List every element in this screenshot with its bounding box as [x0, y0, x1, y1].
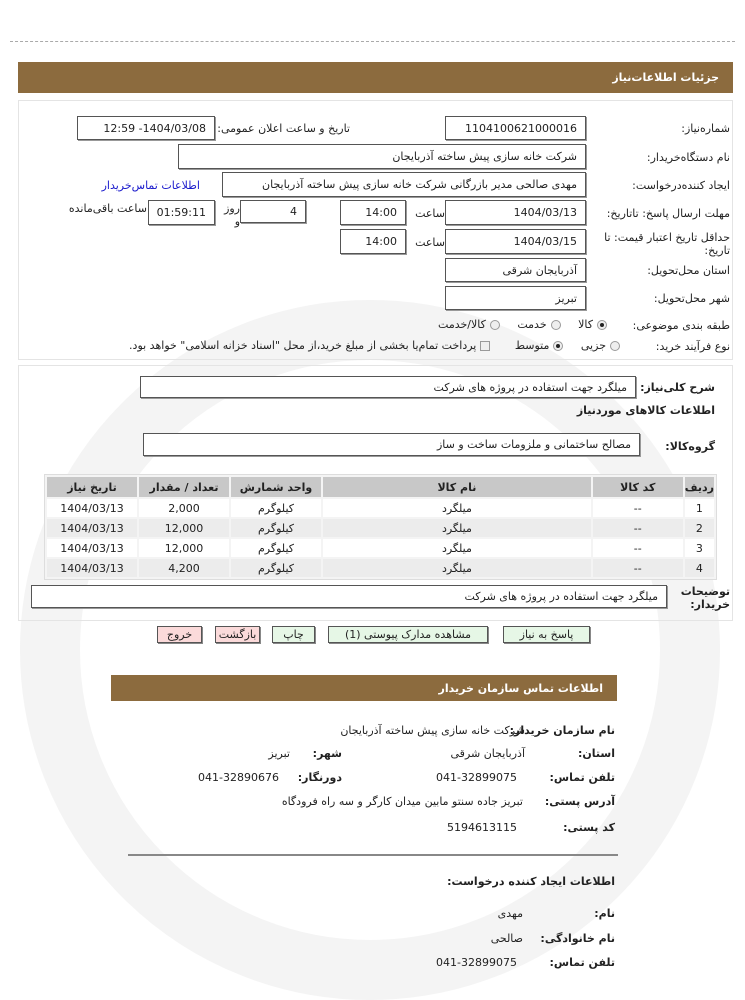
city-label-2: شهر:: [312, 747, 342, 760]
validity-time-field[interactable]: 14:00: [340, 229, 406, 254]
deadline-time-field[interactable]: 14:00: [340, 200, 406, 225]
radio-goods[interactable]: کالا: [578, 318, 607, 331]
quantity: 2,000: [139, 499, 229, 517]
process-label: نوع فرآیند خرید:: [655, 340, 730, 353]
row-number: 1: [685, 499, 714, 517]
province-label: استان محل‌تحویل:: [647, 264, 730, 277]
announce-label: تاریخ و ساعت اعلان عمومی:: [217, 122, 350, 135]
need-date: 1404/03/13: [47, 499, 137, 517]
row-number: 2: [685, 519, 714, 537]
city-label: شهر محل‌تحویل:: [653, 292, 730, 305]
creator-phone-label: تلفن تماس:: [549, 956, 615, 969]
family-value: صالحی: [490, 932, 523, 945]
goods-name: میلگرد: [323, 559, 591, 577]
col-row: ردیف: [685, 477, 714, 497]
creator-label: ایجاد کننده‌درخواست:: [632, 179, 730, 192]
goods-name: میلگرد: [323, 499, 591, 517]
category-label: طبقه بندی موضوعی:: [632, 319, 730, 332]
goods-table: [44, 474, 717, 580]
desc-field[interactable]: میلگرد جهت استفاده در پروژه های شرکت: [140, 376, 636, 398]
unit: کیلوگرم: [231, 499, 321, 517]
family-label: نام خانوادگی:: [540, 932, 615, 945]
fax-label: دورنگار:: [297, 771, 342, 784]
fax-value: 041-32890676: [198, 771, 279, 784]
radio-medium[interactable]: متوسط: [515, 339, 564, 352]
treasury-note: پرداخت تمام‌یا بخشی از مبلغ خرید،از محل "اسناد خزانه اسلامی" خواهد بود.: [129, 339, 477, 352]
goods-code: --: [593, 499, 683, 517]
print-button[interactable]: چاپ: [272, 626, 315, 643]
name-label: نام:: [594, 907, 615, 920]
remaining-time-field[interactable]: 01:59:11: [148, 200, 215, 225]
unit: کیلوگرم: [231, 519, 321, 537]
goods-code: --: [593, 559, 683, 577]
goods-code: --: [593, 539, 683, 557]
contact-header: اطلاعات تماس سازمان خریدار: [111, 675, 617, 701]
province-field[interactable]: آذربایجان شرقی: [445, 258, 586, 282]
days-field[interactable]: 4: [240, 200, 306, 223]
top-divider: [10, 41, 735, 42]
unit: کیلوگرم: [231, 559, 321, 577]
need-number-field[interactable]: 1104100621000016: [445, 116, 586, 140]
treasury-checkbox[interactable]: [476, 339, 490, 352]
category-radio-group: [438, 318, 607, 331]
deadline-label: مهلت ارسال پاسخ: تاتاریخ:: [606, 207, 730, 220]
city-value: تبریز: [268, 747, 290, 760]
radio-goods-service[interactable]: کالا/خدمت: [438, 318, 500, 331]
phone-value: 041-32899075: [436, 771, 517, 784]
days-label: روز و: [224, 202, 240, 228]
org-label: نام سازمان خریدار:: [509, 724, 615, 737]
col-qty: تعداد / مقدار: [139, 477, 229, 497]
quantity: 12,000: [139, 539, 229, 557]
phone-label: تلفن تماس:: [549, 771, 615, 784]
exit-button[interactable]: خروج: [157, 626, 202, 643]
quantity: 12,000: [139, 519, 229, 537]
desc-label: شرح کلی‌نیاز:: [640, 381, 715, 394]
validity-date-field[interactable]: 1404/03/15: [445, 229, 586, 254]
creator-info-title: اطلاعات ایجاد کننده درخواست:: [447, 875, 615, 888]
attachments-button[interactable]: مشاهده مدارک پیوستی (1): [328, 626, 488, 643]
need-date: 1404/03/13: [47, 559, 137, 577]
buyer-contact-link[interactable]: اطلاعات تماس‌خریدار: [101, 179, 200, 192]
reply-button[interactable]: پاسخ به نیاز: [503, 626, 590, 643]
page-header: جزئیات اطلاعات‌نیاز: [18, 62, 733, 93]
goods-info-title: اطلاعات کالاهای موردنیاز: [576, 404, 715, 417]
table-row: [47, 519, 714, 537]
postal-value: 5194613115: [447, 821, 517, 834]
buyer-field[interactable]: شرکت خانه سازی پیش ساخته آذربایجان: [178, 144, 586, 169]
goods-code: --: [593, 519, 683, 537]
validity-label: حداقل تاریخ اعتبار قیمت: تا تاریخ:: [604, 231, 730, 257]
radio-minor[interactable]: جزیی: [581, 339, 620, 352]
table-row: [47, 539, 714, 557]
remaining-label: ساعت باقی‌مانده: [68, 202, 147, 215]
group-label: گروه‌کالا:: [665, 440, 715, 453]
announce-field[interactable]: 1404/03/08- 12:59: [77, 116, 215, 140]
col-code: کد کالا: [593, 477, 683, 497]
address-value: تبریز جاده سنتو مابین میدان کارگر و سه راه فرودگاه: [281, 795, 523, 808]
need-date: 1404/03/13: [47, 519, 137, 537]
address-label: آدرس پستی:: [544, 795, 615, 808]
col-date: تاریخ نیاز: [47, 477, 137, 497]
buyer-notes-field[interactable]: میلگرد جهت استفاده در پروژه های شرکت: [31, 585, 667, 608]
back-button[interactable]: بازگشت: [215, 626, 260, 643]
row-number: 4: [685, 559, 714, 577]
creator-phone-value: 041-32899075: [436, 956, 517, 969]
name-value: مهدی: [497, 907, 523, 920]
quantity: 4,200: [139, 559, 229, 577]
org-value: شرکت خانه سازی پیش ساخته آذربایجان: [340, 724, 525, 737]
row-number: 3: [685, 539, 714, 557]
province-label-2: استان:: [578, 747, 615, 760]
col-unit: واحد شمارش: [231, 477, 321, 497]
city-field[interactable]: تبریز: [445, 286, 586, 310]
table-row: [47, 559, 714, 577]
buyer-notes-label: توضیحات خریدار:: [680, 585, 730, 611]
time-label-2: ساعت: [415, 236, 445, 249]
province-value: آذربایجان شرقی: [450, 747, 525, 760]
contact-divider: [128, 854, 618, 856]
deadline-date-field[interactable]: 1404/03/13: [445, 200, 586, 225]
radio-service[interactable]: خدمت: [517, 318, 560, 331]
time-label: ساعت: [415, 207, 445, 220]
col-name: نام کالا: [323, 477, 591, 497]
need-number-label: شماره‌نیاز:: [681, 122, 730, 135]
goods-name: میلگرد: [323, 539, 591, 557]
postal-label: کد پستی:: [563, 821, 615, 834]
table-row: [47, 499, 714, 517]
buyer-label: نام دستگاه‌خریدار:: [646, 151, 730, 164]
group-field[interactable]: مصالح ساختمانی و ملزومات ساخت و ساز: [143, 433, 640, 456]
need-date: 1404/03/13: [47, 539, 137, 557]
unit: کیلوگرم: [231, 539, 321, 557]
creator-field[interactable]: مهدی صالحی مدیر بازرگانی شرکت خانه سازی پیش ساخته آذربایجان: [222, 172, 586, 197]
process-radio-group: [129, 339, 620, 352]
goods-name: میلگرد: [323, 519, 591, 537]
